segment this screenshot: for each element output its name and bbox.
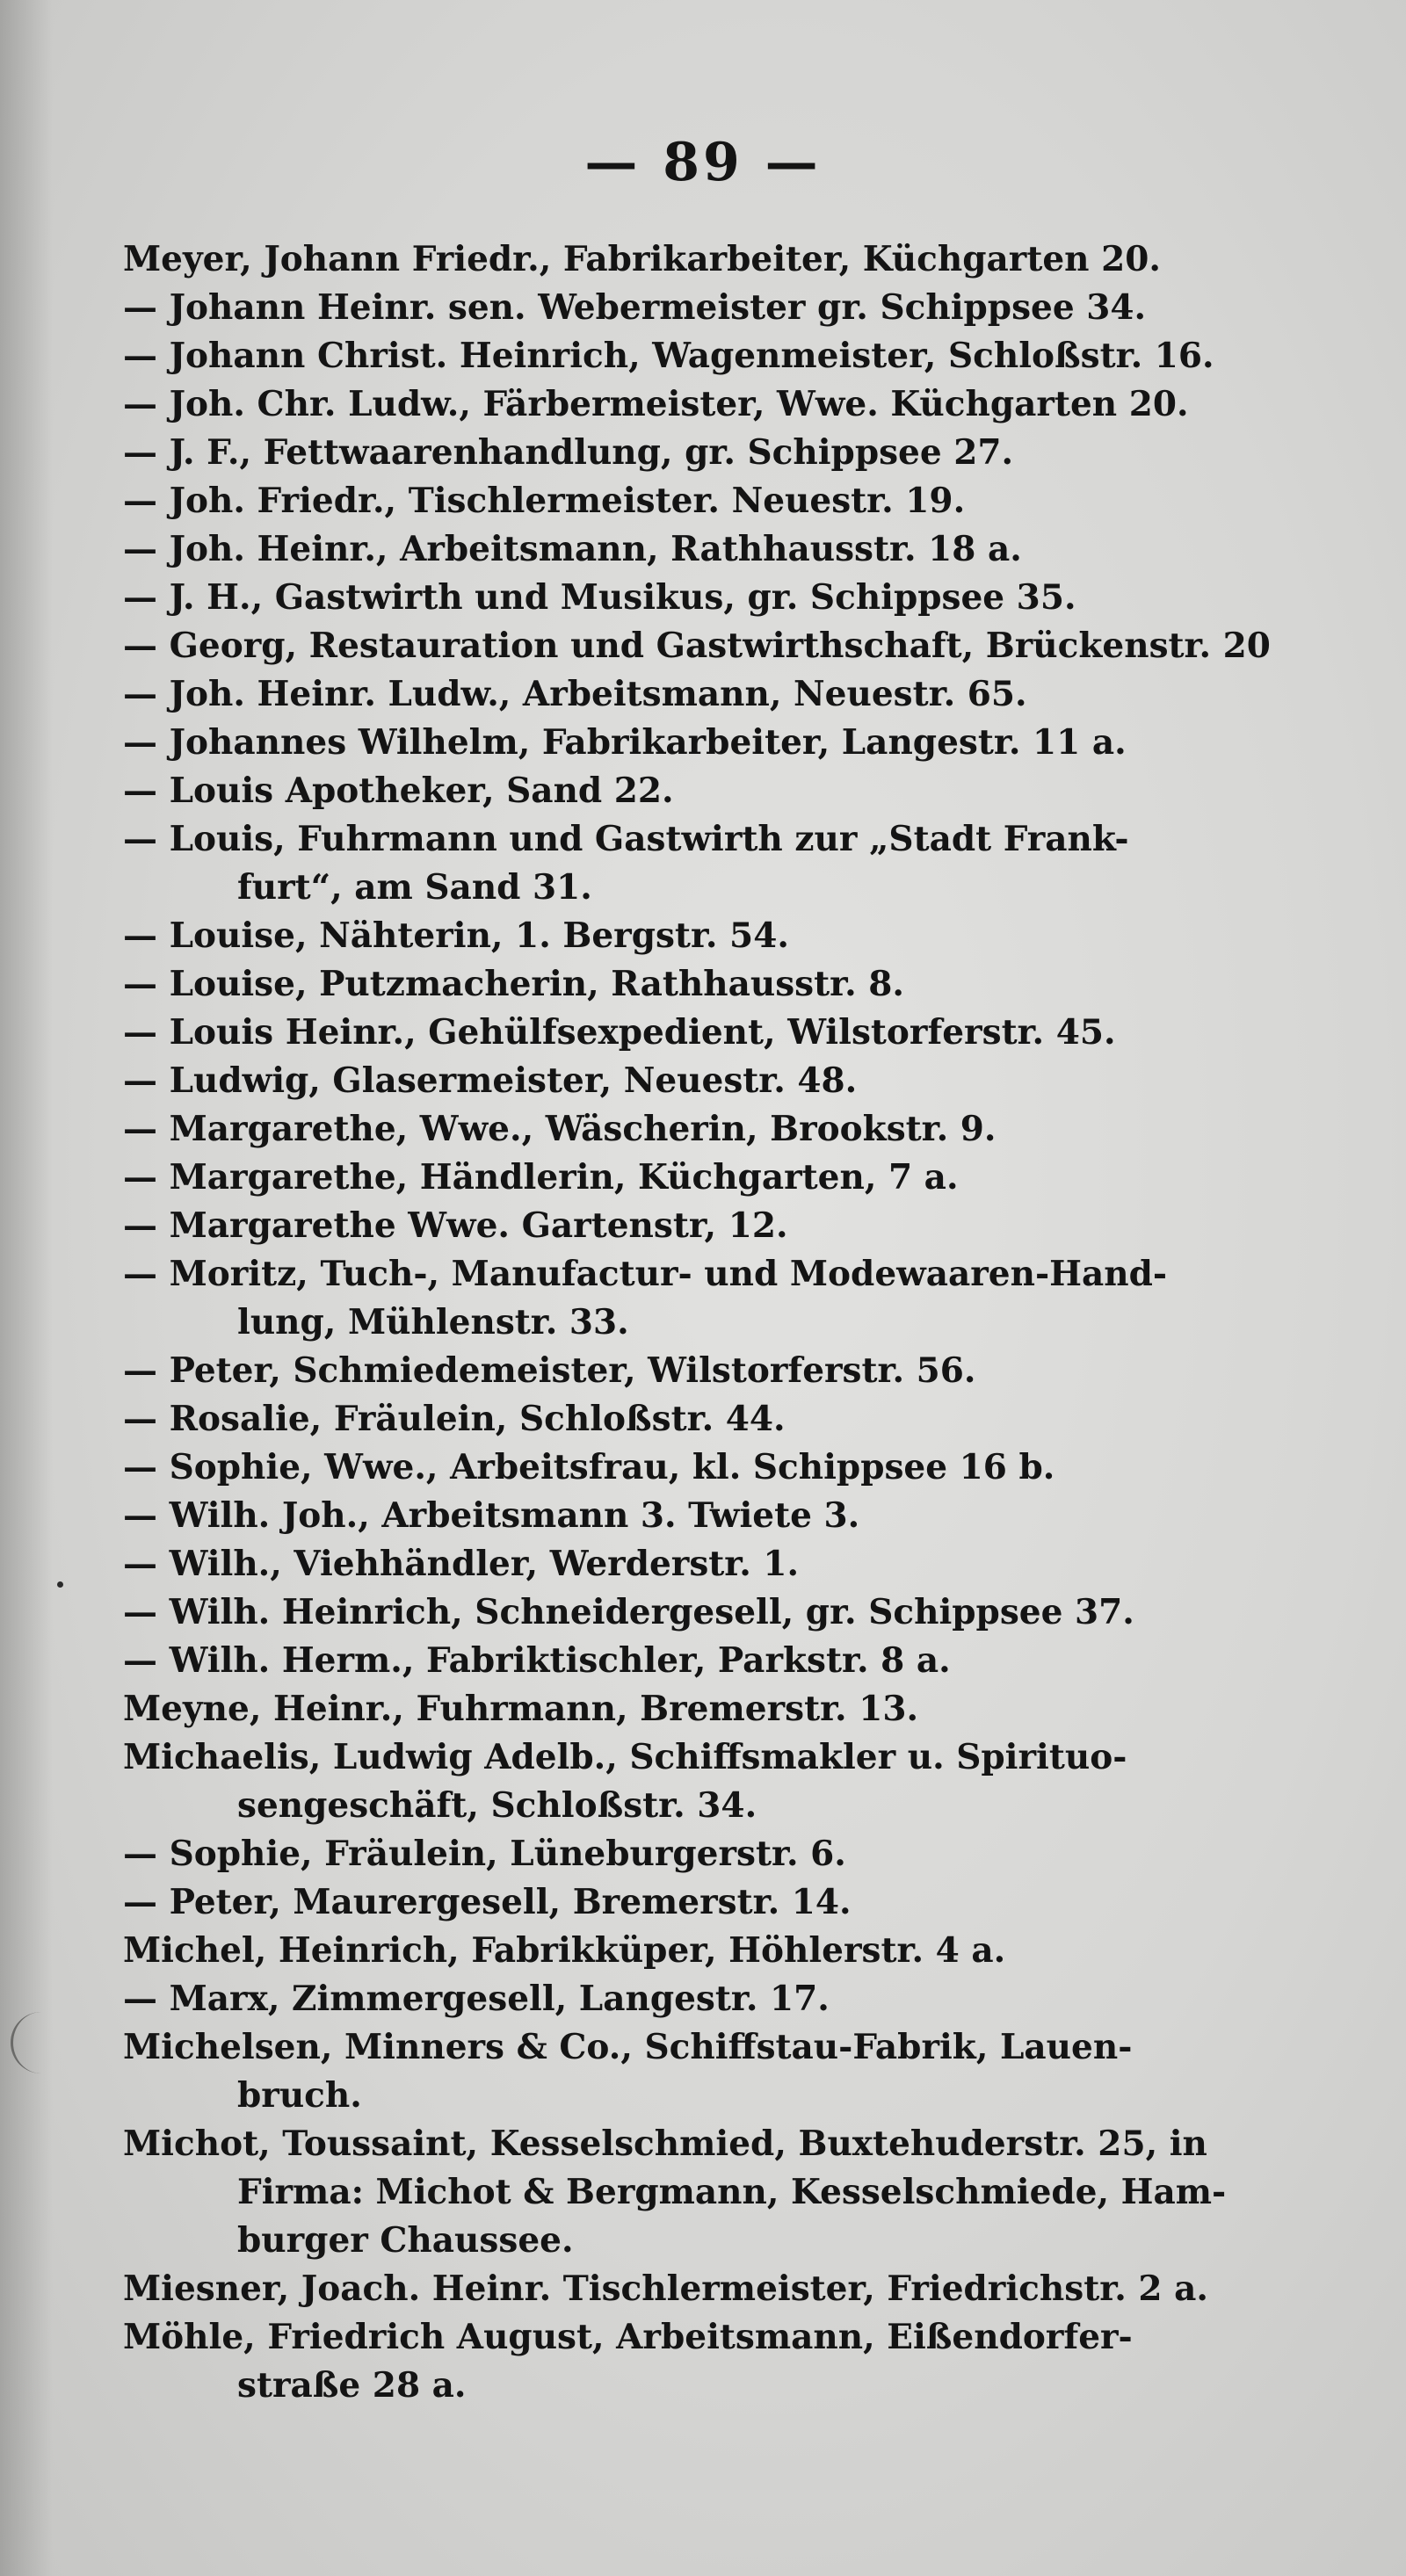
directory-entries (123, 235, 1292, 2410)
directory-entry (123, 284, 1292, 332)
directory-entry (123, 1927, 1292, 1975)
entry-text: — Peter, Maurergesell, Bremerstr. 14. (123, 1882, 852, 1922)
directory-entry (123, 1105, 1292, 1154)
entry-text: — Johann Christ. Heinrich, Wagenmeister, Schloßstr. 16. (123, 336, 1214, 376)
entry-text: Miesner, Joach. Heinr. Tischlermeister, Friedrichstr. 2 a. (123, 2268, 1208, 2309)
directory-entry (123, 1830, 1292, 1878)
directory-entry (123, 1009, 1292, 1057)
entry-text: — Margarethe, Händlerin, Küchgarten, 7 a. (123, 1157, 959, 1198)
entry-text: — Joh. Heinr., Arbeitsmann, Rathhausstr. 18 a. (123, 529, 1022, 569)
directory-entry (123, 332, 1292, 380)
entry-text: — Johannes Wilhelm, Fabrikarbeiter, Langestr. 11 a. (123, 722, 1127, 763)
directory-entry (123, 719, 1292, 767)
directory-entry (123, 429, 1292, 477)
directory-entry (123, 2217, 1292, 2265)
directory-entry (123, 2023, 1292, 2120)
directory-entry (123, 1395, 1292, 1444)
page-number: — 89 — (584, 132, 822, 193)
entry-text: — Johann Heinr. sen. Webermeister gr. Schippsee 34. (123, 287, 1147, 328)
entry-continuation: straße 28 a. (237, 2365, 467, 2406)
directory-entry (123, 1588, 1292, 1637)
entry-continuation: lung, Mühlenstr. 33. (237, 1302, 629, 1342)
entry-continuation: Firma: Michot & Bergmann, Kesselschmiede, Ham- (237, 2172, 1227, 2212)
entry-text: — Peter, Schmiedemeister, Wilstorferstr. 56. (123, 1350, 976, 1391)
entry-text: — Joh. Chr. Ludw., Färbermeister, Wwe. Küchgarten 20. (123, 384, 1189, 424)
entry-text: — Louis, Fuhrmann und Gastwirth zur „Stadt Frank- (123, 819, 1129, 859)
directory-entry (123, 2313, 1292, 2410)
entry-text: — Ludwig, Glasermeister, Neuestr. 48. (123, 1060, 858, 1101)
directory-entry (123, 767, 1292, 815)
entry-text: — Georg, Restauration und Gastwirthschaft, Brückenstr. 20 (123, 626, 1271, 666)
directory-entry (123, 815, 1292, 912)
entry-text: — Margarethe, Wwe., Wäscherin, Brookstr. 9. (123, 1109, 997, 1149)
directory-entry (123, 1878, 1292, 1927)
directory-entry (123, 1057, 1292, 1105)
directory-entry (123, 1250, 1292, 1347)
directory-entry (123, 1444, 1292, 1492)
directory-entry (123, 1540, 1292, 1588)
directory-entry (123, 1202, 1292, 1250)
directory-entry (123, 1685, 1292, 1733)
entry-text: Meyne, Heinr., Fuhrmann, Bremerstr. 13. (123, 1689, 919, 1729)
entry-text: Michelsen, Minners & Co., Schiffstau-Fabrik, Lauen- (123, 2027, 1133, 2067)
entry-continuation: burger Chaussee. (237, 2220, 574, 2261)
entry-text: Möhle, Friedrich August, Arbeitsmann, Eißendorfer- (123, 2317, 1133, 2357)
entry-continuation: sengeschäft, Schloßstr. 34. (237, 1785, 757, 1826)
directory-entry (123, 525, 1292, 574)
directory-entry (123, 960, 1292, 1009)
entry-text: — Louis Heinr., Gehülfsexpedient, Wilstorferstr. 45. (123, 1012, 1116, 1053)
entry-continuation: bruch. (237, 2075, 362, 2116)
entry-text: — Rosalie, Fräulein, Schloßstr. 44. (123, 1399, 786, 1439)
entry-text: — Wilh. Herm., Fabriktischler, Parkstr. 8 a. (123, 1640, 951, 1681)
directory-entry (123, 1733, 1292, 1830)
entry-text: — Marx, Zimmergesell, Langestr. 17. (123, 1979, 830, 2019)
entry-text: — Wilh. Joh., Arbeitsmann 3. Twiete 3. (123, 1495, 860, 1536)
directory-entry (123, 912, 1292, 960)
directory-entry (123, 2265, 1292, 2313)
directory-entry (123, 380, 1292, 429)
entry-text: — Sophie, Wwe., Arbeitsfrau, kl. Schippsee 16 b. (123, 1447, 1055, 1487)
page-edge-shadow (0, 0, 53, 2576)
entry-text: — Moritz, Tuch-, Manufactur- und Modewaaren-Hand- (123, 1254, 1168, 1294)
entry-text: Michaelis, Ludwig Adelb., Schiffsmakler u. Spirituo- (123, 1737, 1127, 1777)
directory-entry (123, 574, 1292, 622)
directory-entry (123, 622, 1292, 670)
entry-text: Meyer, Johann Friedr., Fabrikarbeiter, Küchgarten 20. (123, 239, 1161, 279)
entry-text: — Wilh., Viehhändler, Werderstr. 1. (123, 1544, 800, 1584)
entry-text: — Louise, Putzmacherin, Rathhausstr. 8. (123, 964, 904, 1004)
directory-entry (123, 235, 1292, 284)
entry-text: — Louise, Nähterin, 1. Bergstr. 54. (123, 915, 789, 956)
directory-entry (123, 1347, 1292, 1395)
directory-entry (123, 670, 1292, 719)
directory-entry (123, 1975, 1292, 2023)
directory-entry (123, 477, 1292, 525)
entry-text: — J. H., Gastwirth und Musikus, gr. Schippsee 35. (123, 577, 1076, 618)
entry-text: — Joh. Friedr., Tischlermeister. Neuestr. 19. (123, 481, 966, 521)
ink-dot (57, 1581, 63, 1588)
entry-text: — Wilh. Heinrich, Schneidergesell, gr. Schippsee 37. (123, 1592, 1134, 1632)
directory-entry (123, 1492, 1292, 1540)
directory-entry (123, 1154, 1292, 1202)
directory-entry (123, 2120, 1292, 2217)
entry-text: — Margarethe Wwe. Gartenstr, 12. (123, 1205, 788, 1246)
entry-text: — Joh. Heinr. Ludw., Arbeitsmann, Neuestr. 65. (123, 674, 1027, 714)
entry-text: Michel, Heinrich, Fabrikküper, Höhlerstr. 4 a. (123, 1930, 1006, 1971)
entry-continuation: furt“, am Sand 31. (237, 867, 592, 908)
entry-text: Michot, Toussaint, Kesselschmied, Buxtehuderstr. 25, in (123, 2124, 1207, 2164)
directory-entry (123, 1637, 1292, 1685)
entry-text: — J. F., Fettwaarenhandlung, gr. Schippsee 27. (123, 432, 1014, 473)
entry-text: — Sophie, Fräulein, Lüneburgerstr. 6. (123, 1834, 846, 1874)
entry-text: — Louis Apotheker, Sand 22. (123, 771, 674, 811)
